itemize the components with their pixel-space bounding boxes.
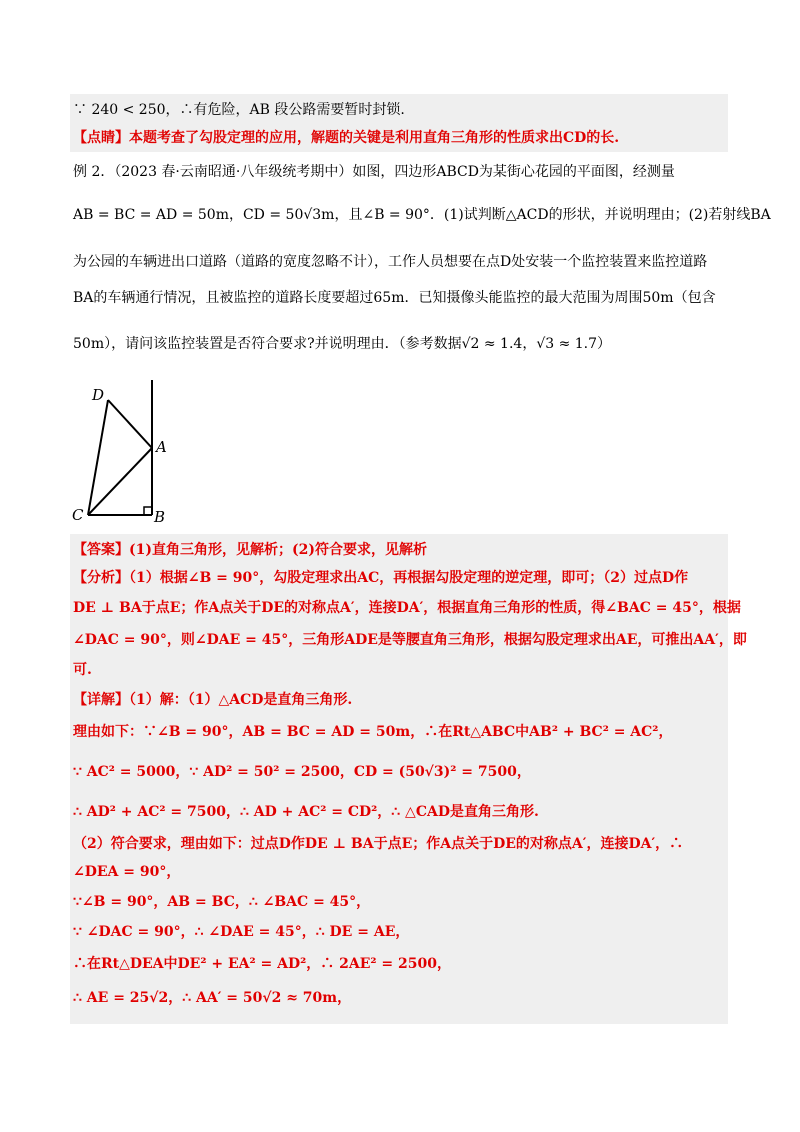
segment-da bbox=[108, 400, 152, 448]
label-b: B bbox=[154, 508, 166, 526]
label-a: A bbox=[156, 438, 167, 456]
detail-line-2: 理由如下：∵∠B = 90°，AB = BC = AD = 50m，∴在Rt△ABC中AB² + BC² = AC²， bbox=[73, 724, 673, 740]
top-line-tip: 【点睛】本题考查了勾股定理的应用，解题的关键是利用直角三角形的性质求出CD的长. bbox=[73, 130, 620, 146]
problem-line-5: 50m），请问该监控装置是否符合要求?并说明理由．（参考数据√2 ≈ 1.4，√3 ≈ 1.7） bbox=[73, 336, 612, 352]
right-angle-mark bbox=[144, 507, 152, 515]
detail-line-4: ∴ AD² + AC² = 7500，∴ AD + AC² = CD²，∴ △CAD是直角三角形. bbox=[73, 804, 539, 820]
detail-line-10: ∴ AE = 25√2，∴ AA′ = 50√2 ≈ 70m， bbox=[73, 990, 352, 1006]
answer-line: 【答案】(1)直角三角形，见解析；(2)符合要求，见解析 bbox=[73, 542, 427, 558]
detail-line-7: ∵∠B = 90°，AB = BC，∴ ∠BAC = 45°， bbox=[73, 894, 371, 910]
detail-line-5: （2）符合要求，理由如下：过点D作DE ⊥ BA于点E；作A点关于DE的对称点A′，连接DA′，∴ bbox=[73, 836, 684, 852]
label-c: C bbox=[72, 506, 84, 524]
problem-line-2: AB = BC = AD = 50m，CD = 50√3m，且∠B = 90°．(1)试判断△ACD的形状，并说明理由；(2)若射线BA bbox=[73, 207, 771, 223]
detail-line-6: ∠DEA = 90°， bbox=[73, 864, 181, 880]
detail-line-3: ∵ AC² = 5000，∵ AD² = 50² = 2500，CD = (50√3)² = 7500， bbox=[73, 764, 531, 780]
detail-line-8: ∵ ∠DAC = 90°，∴ ∠DAE = 45°，∴ DE = AE， bbox=[73, 924, 410, 940]
geometry-figure bbox=[70, 378, 190, 528]
analysis-line-4: 可. bbox=[73, 662, 92, 678]
problem-line-4: BA的车辆通行情况，且被监控的道路长度要超过65m．已知摄像头能监控的最大范围为周围50m（包含 bbox=[73, 290, 716, 306]
analysis-line-1: 【分析】（1）根据∠B = 90°，勾股定理求出AC，再根据勾股定理的逆定理，即可；（2）过点D作 bbox=[73, 570, 689, 586]
problem-line-1: 例 2．（2023 春·云南昭通·八年级统考期中）如图，四边形ABCD为某街心花园的平面图，经测量 bbox=[73, 164, 675, 180]
analysis-line-3: ∠DAC = 90°，则∠DAE = 45°，三角形ADE是等腰直角三角形，根据勾股定理求出AE，可推出AA′，即 bbox=[73, 632, 747, 648]
label-d: D bbox=[92, 386, 105, 404]
problem-line-3: 为公园的车辆进出口道路（道路的宽度忽略不计），工作人员想要在点D处安装一个监控装置来监控道路 bbox=[73, 254, 708, 270]
top-line-1: ∵ 240 < 250，∴有危险，AB 段公路需要暂时封锁. bbox=[73, 102, 405, 118]
detail-line-1: 【详解】（1）解：（1）△ACD是直角三角形. bbox=[73, 692, 353, 708]
detail-line-9: ∴在Rt△DEA中DE² + EA² = AD²，∴ 2AE² = 2500， bbox=[73, 956, 451, 972]
analysis-line-2: DE ⊥ BA于点E；作A点关于DE的对称点A′，连接DA′，根据直角三角形的性质，得∠BAC = 45°，根据 bbox=[73, 600, 741, 616]
